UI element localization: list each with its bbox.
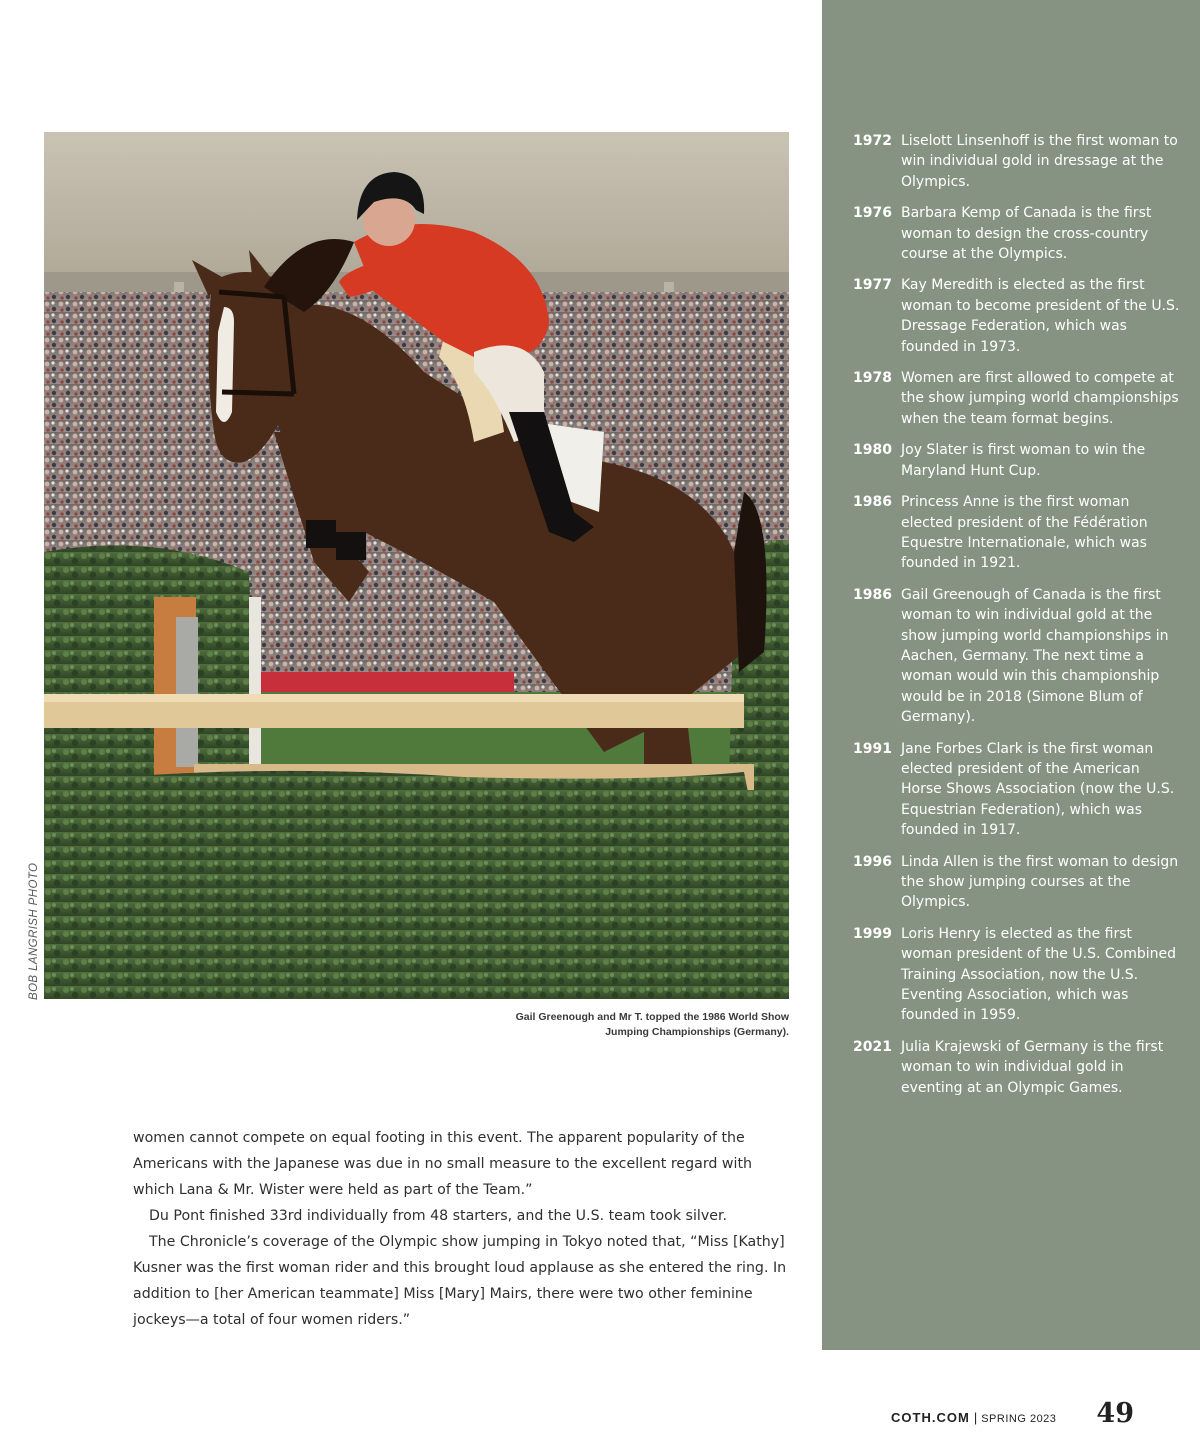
timeline-text: Gail Greenough of Canada is the first woman to win individual gold at the show jumping world championships in Aachen, Germany. The next time a woman would win this championship would be in 2018 (Simone Blum of Germany). — [901, 586, 1169, 726]
timeline-item — [853, 131, 1183, 192]
caption-line: Gail Greenough and Mr T. topped the 1986 World Show — [515, 1011, 789, 1023]
footer-separator: | — [973, 1410, 978, 1425]
timeline-year: 1986 — [853, 494, 892, 511]
timeline-year: 1972 — [853, 133, 892, 149]
photo-credit: BOB LANGRISH PHOTO — [28, 862, 40, 1000]
timeline-text: Julia Krajewski of Germany is the first woman to win individual gold in eventing at an Olympic Games. — [901, 1038, 1164, 1096]
timeline-year: 1991 — [853, 740, 892, 757]
timeline-item — [853, 275, 1183, 357]
photo-caption — [430, 1010, 789, 1040]
footer-site: COTH.COM — [891, 1410, 970, 1425]
timeline-year: 1999 — [853, 925, 892, 942]
timeline-item — [853, 440, 1183, 481]
article-paragraph: Du Pont finished 33rd individually from 48 starters, and the U.S. team took silver. — [149, 1208, 727, 1224]
timeline-item — [853, 852, 1183, 913]
timeline-year: 2021 — [853, 1038, 892, 1055]
timeline-text: Barbara Kemp of Canada is the first woman to design the cross-country course at the Olympics. — [901, 205, 1152, 263]
timeline-text: Joy Slater is first woman to win the Maryland Hunt Cup. — [901, 442, 1146, 479]
timeline-list — [853, 131, 1183, 1109]
horse-jumping-photo — [44, 132, 789, 999]
page-footer — [891, 1398, 1134, 1429]
timeline-text: Kay Meredith is elected as the first woman to become president of the U.S. Dressage Federation, which was founded in 1973. — [901, 277, 1180, 355]
article-paragraph: women cannot compete on equal footing in this event. The apparent popularity of the Americans with the Japanese was due in no small measure to the excellent regard with which Lana & Mr. Wister were held as part of the Team.” — [133, 1130, 753, 1198]
timeline-item — [853, 739, 1183, 841]
article-body — [133, 1125, 793, 1333]
timeline-item — [853, 492, 1183, 574]
timeline-text: Jane Forbes Clark is the first woman elected president of the American Horse Shows Association (now the U.S. Equestrian Federation), which was founded in 1917. — [901, 740, 1175, 839]
caption-line: Jumping Championships (Germany). — [605, 1026, 789, 1038]
timeline-year: 1976 — [853, 205, 892, 222]
timeline-sidebar — [822, 0, 1200, 1350]
page-number: 49 — [1096, 1398, 1134, 1429]
photo-illustration — [44, 132, 789, 999]
timeline-year: 1986 — [853, 586, 892, 603]
timeline-item — [853, 924, 1183, 1026]
timeline-year: 1978 — [853, 370, 892, 387]
timeline-text: Liselott Linsenhoff is the first woman to win individual gold in dressage at the Olympics. — [901, 133, 1178, 190]
timeline-text: Women are first allowed to compete at the show jumping world championships when the team format begins. — [901, 370, 1179, 427]
timeline-text: Linda Allen is the first woman to design the show jumping courses at the Olympics. — [901, 853, 1179, 911]
timeline-item — [853, 585, 1183, 728]
article-paragraph: The Chronicle’s coverage of the Olympic show jumping in Tokyo noted that, “Miss [Kathy] Kusner was the first woman rider and this brought loud applause as she entered the ring. In addition to [her American teammate] Miss [Mary] Mairs, there were two other feminine jockeys—a total of four women riders.” — [133, 1234, 787, 1328]
timeline-text: Loris Henry is elected as the first woman president of the U.S. Combined Training Association, now the U.S. Eventing Association, which was founded in 1959. — [901, 925, 1176, 1024]
timeline-item — [853, 368, 1183, 429]
timeline-item — [853, 203, 1183, 264]
timeline-year: 1980 — [853, 442, 892, 459]
timeline-year: 1977 — [853, 277, 892, 294]
timeline-item — [853, 1037, 1183, 1098]
footer-issue: SPRING 2023 — [981, 1413, 1057, 1425]
timeline-year: 1996 — [853, 853, 892, 870]
timeline-text: Princess Anne is the first woman elected president of the Fédération Equestre Internationale, which was founded in 1921. — [901, 494, 1148, 572]
